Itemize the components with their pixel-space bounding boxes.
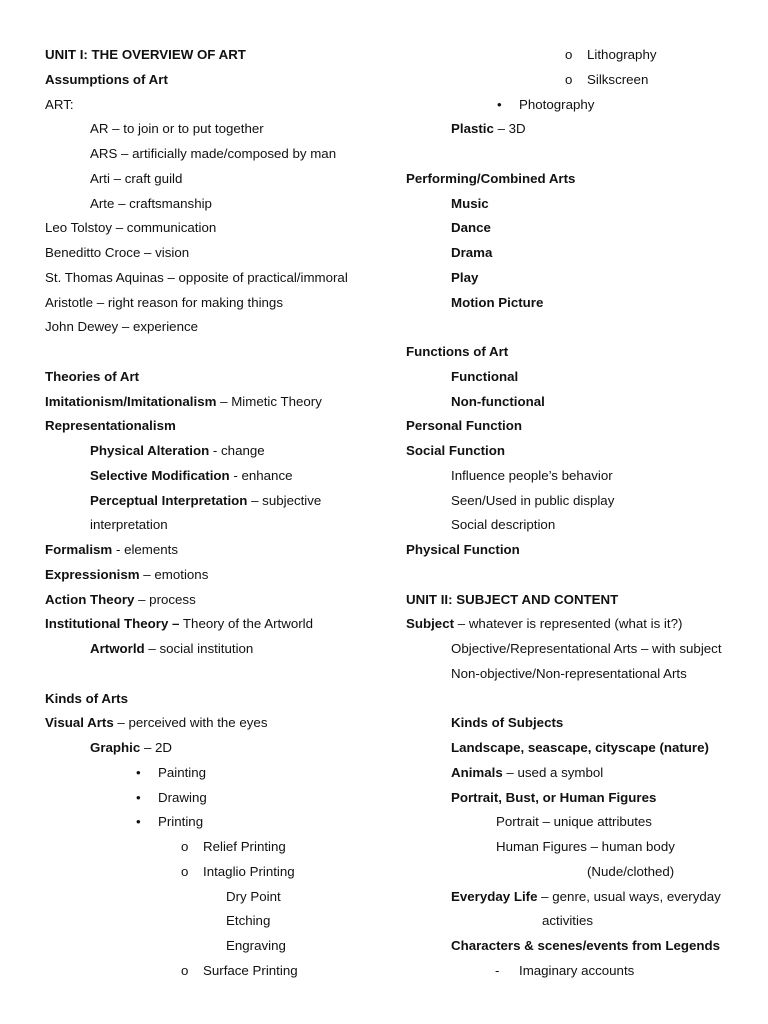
list-item [406, 959, 756, 984]
line-text: – 3D [493, 121, 526, 137]
text-line [45, 934, 395, 959]
line-text: Silkscreen [587, 71, 649, 87]
text-line [45, 167, 395, 192]
text-line [406, 909, 756, 934]
bullet-icon: • [136, 814, 141, 830]
bold-term: Performing/Combined Arts [406, 170, 576, 186]
line-text: Painting [158, 764, 207, 780]
line-text: – genre, usual ways, everyday [537, 888, 721, 904]
text-line [45, 637, 395, 662]
bold-term: Motion Picture [451, 294, 544, 310]
text-line [406, 761, 756, 786]
circle-bullet-icon: o [181, 863, 189, 879]
line-text: Engraving [226, 938, 286, 953]
heading [406, 266, 756, 291]
bold-term: Imitationism/Imitationalism [45, 393, 217, 409]
blank-line [406, 142, 756, 167]
blank-line [406, 687, 756, 712]
list-item [45, 761, 395, 786]
text-line [45, 909, 395, 934]
text-line [45, 538, 395, 563]
bold-term: Visual Arts [45, 715, 114, 731]
text-line [406, 860, 756, 885]
heading [45, 414, 395, 439]
blank-line [45, 662, 395, 687]
line-text: - change [209, 443, 265, 458]
blank-line [406, 315, 756, 340]
bold-term: Portrait, Bust, or Human Figures [451, 789, 657, 805]
bold-term: Assumptions of Art [45, 71, 168, 87]
line-text: Non-objective/Non-representational Arts [451, 665, 687, 681]
bold-term: Social Function [406, 443, 505, 458]
text-line [406, 464, 756, 489]
bold-term: Dance [451, 220, 491, 236]
text-line [45, 489, 395, 514]
line-text: - elements [112, 542, 179, 557]
dash-bullet-icon: - [495, 962, 500, 978]
list-item [406, 68, 756, 93]
bold-term: Animals [451, 764, 503, 780]
bold-term: Functions of Art [406, 344, 509, 359]
circle-bullet-icon: o [181, 839, 189, 854]
bold-term: Selective Modification [90, 467, 230, 483]
line-text: – 2D [140, 740, 173, 755]
list-item [45, 786, 395, 811]
line-text: Leo Tolstoy – communication [45, 220, 217, 236]
heading [406, 167, 756, 192]
text-line [45, 563, 395, 588]
text-line [45, 390, 395, 415]
line-text: Portrait – unique attributes [496, 814, 652, 830]
bold-term: Expressionism [45, 566, 140, 582]
line-text: Intaglio Printing [203, 863, 295, 879]
bold-term: Music [451, 195, 489, 211]
bold-term: Characters & scenes/events from Legends [451, 938, 721, 953]
line-text: AR – to join or to put together [90, 121, 264, 137]
bold-term: Personal Function [406, 418, 522, 434]
heading [406, 439, 756, 464]
bold-term: Landscape, seascape, cityscape (nature) [451, 740, 709, 755]
text-line [45, 439, 395, 464]
bullet-icon: • [497, 96, 502, 112]
heading [45, 68, 395, 93]
line-text: – used a symbol [502, 764, 604, 780]
bold-term: Representationalism [45, 418, 176, 434]
line-text: Dry Point [226, 888, 281, 904]
heading [406, 736, 756, 761]
text-line [45, 291, 395, 316]
text-line [45, 117, 395, 142]
text-line [45, 93, 395, 118]
bold-term: Subject [406, 616, 455, 632]
text-line [406, 637, 756, 662]
bold-term: Play [451, 269, 479, 285]
heading [406, 711, 756, 736]
line-text: – Mimetic Theory [216, 393, 322, 409]
line-text: Arti – craft guild [90, 170, 183, 186]
text-line [45, 588, 395, 613]
text-line [45, 192, 395, 217]
line-text: Relief Printing [203, 839, 286, 854]
list-item [406, 43, 756, 68]
bold-term: Graphic [90, 740, 141, 755]
left-column [45, 43, 395, 984]
bold-term: Functional [451, 368, 519, 384]
line-text: St. Thomas Aquinas – opposite of practical/immoral [45, 269, 348, 285]
bold-term: Institutional Theory – [45, 616, 180, 632]
line-text: – emotions [139, 566, 209, 582]
list-item [45, 860, 395, 885]
bold-term: Artworld [90, 641, 145, 656]
circle-bullet-icon: o [565, 47, 573, 62]
heading [406, 588, 756, 613]
text-line [406, 513, 756, 538]
right-column [406, 43, 756, 984]
text-line [45, 464, 395, 489]
text-line [45, 142, 395, 167]
list-item [45, 959, 395, 984]
bold-term: Plastic [451, 121, 494, 137]
heading [406, 241, 756, 266]
line-text: ARS – artificially made/composed by man [90, 146, 337, 161]
line-text: Lithography [587, 47, 657, 62]
text-line [406, 885, 756, 910]
text-line [406, 489, 756, 514]
heading [45, 43, 395, 68]
circle-bullet-icon: o [565, 71, 573, 87]
line-text: Seen/Used in public display [451, 492, 615, 508]
line-text: John Dewey – experience [45, 319, 199, 335]
bold-term: Theories of Art [45, 368, 140, 384]
line-text: (Nude/clothed) [587, 863, 675, 879]
line-text: Human Figures – human body [496, 839, 675, 854]
line-text: – process [134, 591, 196, 607]
text-line [406, 662, 756, 687]
line-text: Arte – craftsmanship [90, 195, 212, 211]
heading [406, 934, 756, 959]
circle-bullet-icon: o [181, 962, 189, 978]
line-text: – social institution [144, 641, 254, 656]
bullet-icon: • [136, 764, 141, 780]
line-text: – perceived with the eyes [113, 715, 268, 731]
text-line [45, 736, 395, 761]
line-text: Drawing [158, 789, 207, 805]
line-text: – subjective [247, 492, 322, 508]
line-text: Social description [451, 517, 556, 533]
text-line [45, 885, 395, 910]
heading [406, 538, 756, 563]
text-line [45, 315, 395, 340]
bold-term: Kinds of Arts [45, 690, 128, 706]
bold-term: Kinds of Subjects [451, 715, 564, 731]
text-line [45, 266, 395, 291]
line-text: Surface Printing [203, 962, 298, 978]
text-line [406, 835, 756, 860]
heading [45, 687, 395, 712]
text-line [406, 810, 756, 835]
bold-term: UNIT II: SUBJECT AND CONTENT [406, 591, 619, 607]
line-text: - enhance [229, 467, 293, 483]
line-text: Objective/Representational Arts – with subject [451, 641, 722, 656]
heading [406, 340, 756, 365]
line-text: Theory of the Artworld [179, 616, 313, 632]
heading [406, 291, 756, 316]
bold-term: Action Theory [45, 591, 135, 607]
list-item [45, 835, 395, 860]
bold-term: Everyday Life [451, 888, 538, 904]
line-text: – whatever is represented (what is it?) [454, 616, 683, 632]
line-text: Imaginary accounts [519, 962, 635, 978]
list-item [406, 93, 756, 118]
list-item [45, 810, 395, 835]
heading [406, 216, 756, 241]
text-line [406, 612, 756, 637]
text-line [45, 711, 395, 736]
heading [406, 365, 756, 390]
heading [406, 192, 756, 217]
text-line [406, 117, 756, 142]
heading [406, 786, 756, 811]
line-text: interpretation [90, 517, 168, 533]
bold-term: UNIT I: THE OVERVIEW OF ART [45, 47, 246, 62]
line-text: Influence people’s behavior [451, 467, 613, 483]
heading [406, 390, 756, 415]
bold-term: Perceptual Interpretation [90, 492, 248, 508]
text-line [45, 513, 395, 538]
bold-term: Non-functional [451, 393, 545, 409]
bold-term: Physical Alteration [90, 443, 210, 458]
line-text: ART: [45, 96, 74, 112]
line-text: Photography [519, 96, 595, 112]
bold-term: Drama [451, 245, 493, 260]
line-text: Etching [226, 913, 271, 929]
line-text: activities [542, 913, 593, 929]
text-line [45, 612, 395, 637]
bold-term: Formalism [45, 542, 113, 557]
text-line [45, 241, 395, 266]
bold-term: Physical Function [406, 542, 520, 557]
heading [406, 414, 756, 439]
line-text: Beneditto Croce – vision [45, 245, 190, 260]
heading [45, 365, 395, 390]
blank-line [406, 563, 756, 588]
line-text: Aristotle – right reason for making things [45, 294, 283, 310]
line-text: Printing [158, 814, 204, 830]
bullet-icon: • [136, 789, 141, 805]
text-line [45, 216, 395, 241]
blank-line [45, 340, 395, 365]
